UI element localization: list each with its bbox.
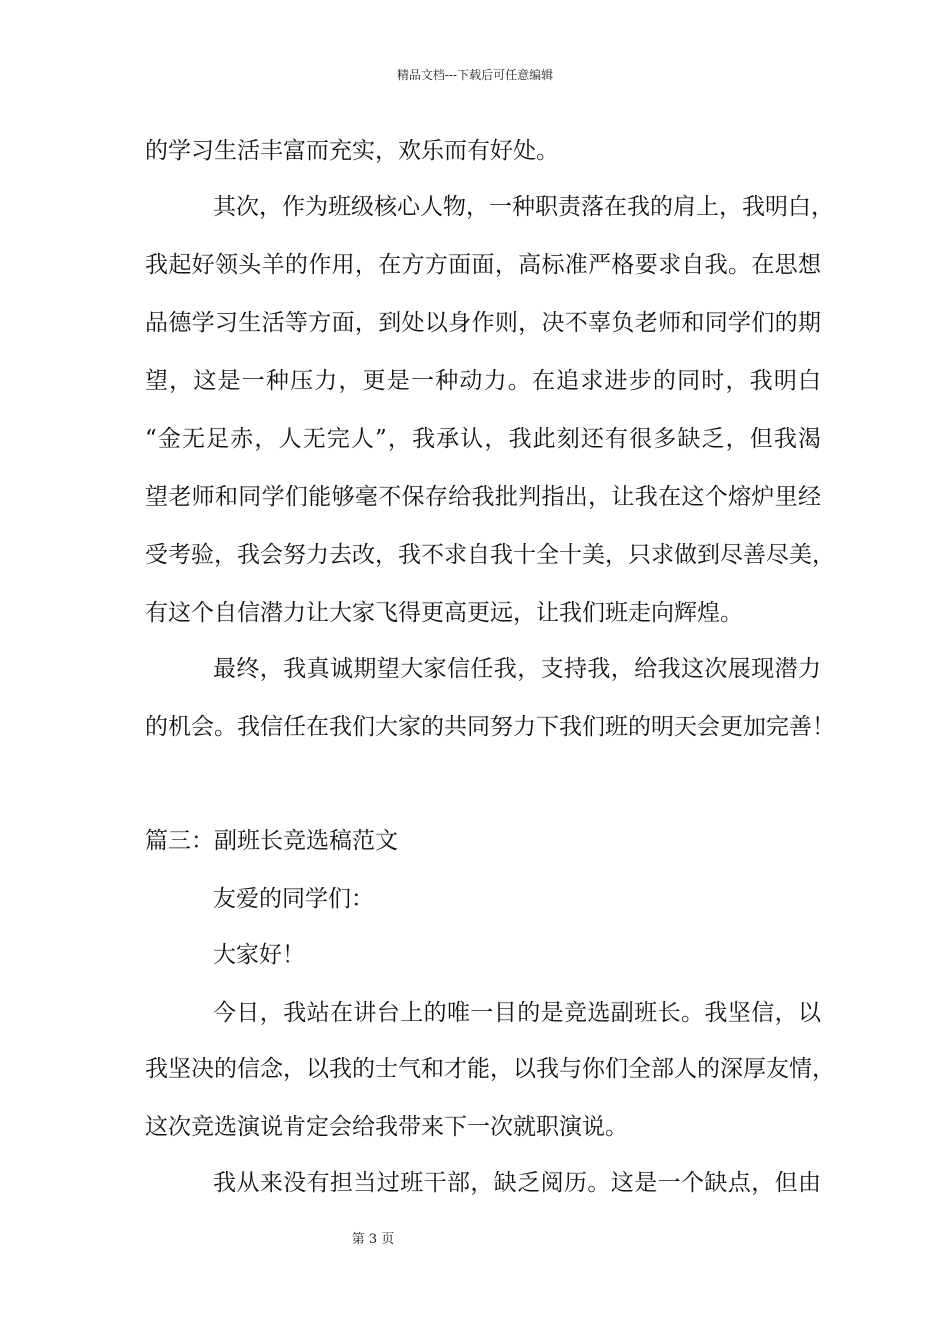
body-line: 的机会。我信任在我们大家的共同努力下我们班的明天会更加完善！ (145, 714, 835, 740)
body-line: 望，这是一种压力，更是一种动力。在追求进步的同时，我明白 (145, 368, 821, 394)
body-line: 今日，我站在讲台上的唯一目的是竞选副班长。我坚信，以 (213, 1000, 821, 1026)
section-heading: 篇三：副班长竞选稿范文 (145, 828, 398, 854)
body-line: 其次，作为班级核心人物，一种职责落在我的肩上，我明白， (213, 194, 834, 220)
body-line: 受考验，我会努力去改，我不求自我十全十美，只求做到尽善尽美， (145, 542, 835, 568)
body-line: 望老师和同学们能够毫不保存给我批判指出，让我在这个熔炉里经 (145, 484, 821, 510)
body-line: 的学习生活丰富而充实，欢乐而有好处。 (145, 138, 559, 164)
body-line: 最终，我真诚期望大家信任我，支持我，给我这次展现潜力 (213, 656, 821, 682)
body-line: 这次竞选演说肯定会给我带来下一次就职演说。 (145, 1114, 628, 1140)
body-line: “金无足赤，人无完人”，我承认，我此刻还有很多缺乏，但我渴 (145, 426, 821, 452)
body-line: 我从来没有担当过班干部，缺乏阅历。这是一个缺点，但由 (213, 1170, 821, 1196)
salutation: 友爱的同学们： (213, 886, 374, 912)
body-line: 我起好领头羊的作用，在方方面面，高标准严格要求自我。在思想 (145, 252, 821, 278)
body-line: 有这个自信潜力让大家飞得更高更远，让我们班走向辉煌。 (145, 600, 743, 626)
page-header: 精品文档---下载后可任意编辑 (396, 68, 554, 82)
body-line: 品德学习生活等方面，到处以身作则，决不辜负老师和同学们的期 (145, 310, 821, 336)
page-number: 第 3 页 (351, 1232, 395, 1247)
greeting: 大家好！ (213, 942, 305, 968)
body-line: 我坚决的信念，以我的士气和才能，以我与你们全部人的深厚友情， (145, 1056, 835, 1082)
